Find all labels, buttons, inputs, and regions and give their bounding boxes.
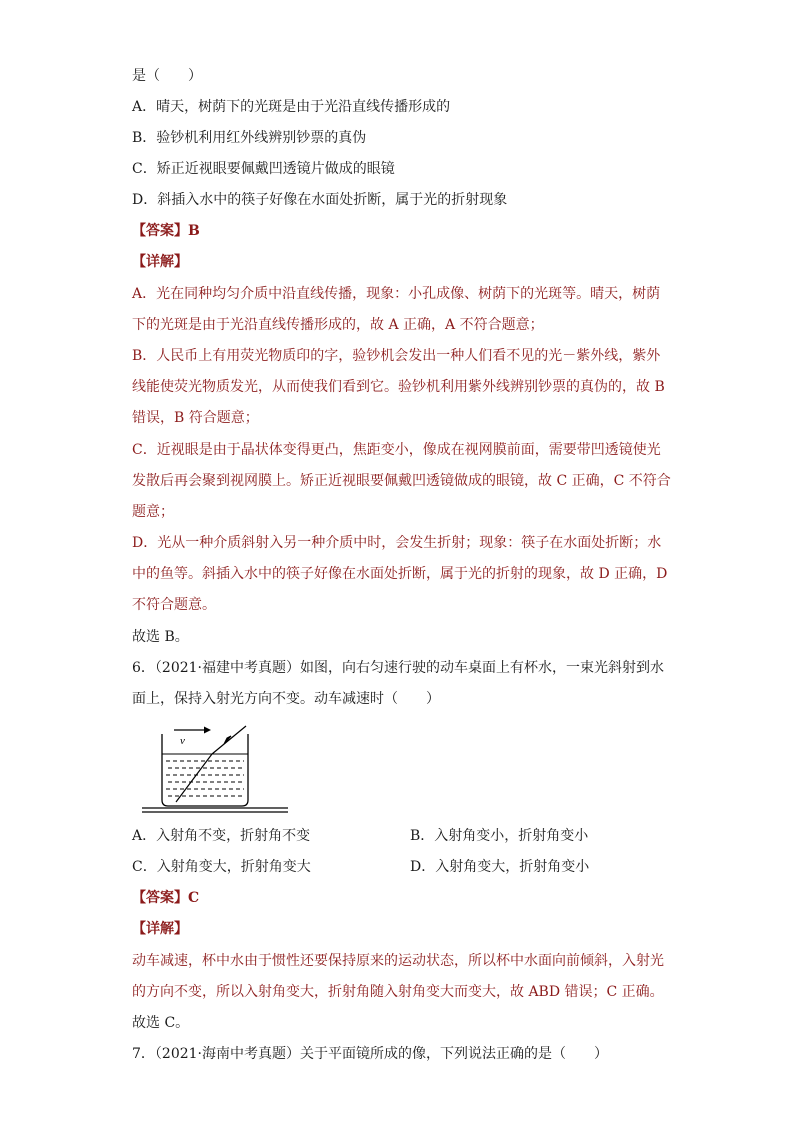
question-6-explanation-line: 的方向不变，所以入射角变大，折射角随入射角变大而变大，故 ABD 错误；C 正确。: [132, 984, 664, 1000]
question-5-conclusion: 故选 B。: [132, 629, 189, 645]
question-5-option-b: B．验钞机利用红外线辨别钞票的真伪: [132, 130, 367, 146]
incident-ray: [212, 726, 246, 754]
question-6-explanation-line: 动车减速，杯中水由于惯性还要保持原来的运动状态，所以杯中水面向前倾斜，入射光: [132, 953, 664, 969]
question-5-stem-tail: 是（ ）: [132, 68, 202, 84]
question-6-conclusion: 故选 C。: [132, 1015, 190, 1031]
question-5-explanation-line: 题意；: [132, 504, 174, 520]
question-6-answer: 【答案】C: [132, 890, 200, 906]
question-5-option-c: C．矫正近视眼要佩戴凹透镜片做成的眼镜: [132, 161, 395, 177]
water-body: [166, 761, 244, 796]
cup-refraction-figure: [140, 722, 290, 822]
question-5-explanation-line: 下的光斑是由于光沿直线传播形成的，故 A 正确，A 不符合题意；: [132, 317, 544, 333]
question-6-option-b: B．入射角变小，折射角变小: [410, 828, 589, 844]
incident-ray-arrowhead: [224, 736, 231, 744]
question-5-option-a: A．晴天，树荫下的光斑是由于光沿直线传播形成的: [132, 99, 451, 115]
question-5-explanation-line: 线能使荧光物质发光，从而使我们看到它。验钞机利用紫外线辨别钞票的真伪的，故 B: [132, 379, 665, 395]
velocity-arrowhead: [204, 727, 211, 734]
question-5-option-d: D．斜插入水中的筷子好像在水面处折断，属于光的折射现象: [132, 192, 508, 208]
question-6-stem-line: 6．（2021·福建中考真题）如图，向右匀速行驶的动车桌面上有杯水，一束光斜射到水: [132, 660, 664, 676]
question-5-explanation-line: 不符合题意。: [132, 597, 216, 613]
question-5-explanation-line: 错误，B 符合题意；: [132, 410, 259, 426]
question-5-explanation-line: A．光在同种均匀介质中沿直线传播，现象：小孔成像、树荫下的光斑等。晴天，树荫: [132, 286, 661, 302]
cup: [162, 734, 248, 806]
question-6-option-c: C．入射角变大，折射角变大: [132, 859, 311, 875]
question-6-option-a: A．入射角不变，折射角不变: [132, 828, 311, 844]
velocity-label: v: [180, 735, 185, 747]
question-5-answer: 【答案】B: [132, 223, 200, 239]
question-6-option-d: D．入射角变大，折射角变小: [410, 859, 590, 875]
question-6-stem-line: 面上，保持入射光方向不变。动车减速时（ ）: [132, 691, 440, 707]
question-5-detail-label: 【详解】: [132, 254, 188, 270]
question-5-explanation-line: 发散后再会聚到视网膜上。矫正近视眼要佩戴凹透镜做成的眼镜，故 C 正确，C 不符合: [132, 473, 671, 489]
question-5-explanation-line: B．人民币上有用荧光物质印的字，验钞机会发出一种人们看不见的光－紫外线，紫外: [132, 348, 661, 364]
question-6-detail-label: 【详解】: [132, 921, 188, 937]
question-5-explanation-line: C．近视眼是由于晶状体变得更凸，焦距变小，像成在视网膜前面，需要带凹透镜使光: [132, 442, 661, 458]
question-7-stem: 7．（2021·海南中考真题）关于平面镜所成的像，下列说法正确的是（ ）: [132, 1046, 608, 1062]
question-5-explanation-line: 中的鱼等。斜插入水中的筷子好像在水面处折断，属于光的折射的现象，故 D 正确，D: [132, 566, 668, 582]
question-5-explanation-line: D．光从一种介质斜射入另一种介质中时，会发生折射；现象：筷子在水面处折断；水: [132, 535, 662, 551]
